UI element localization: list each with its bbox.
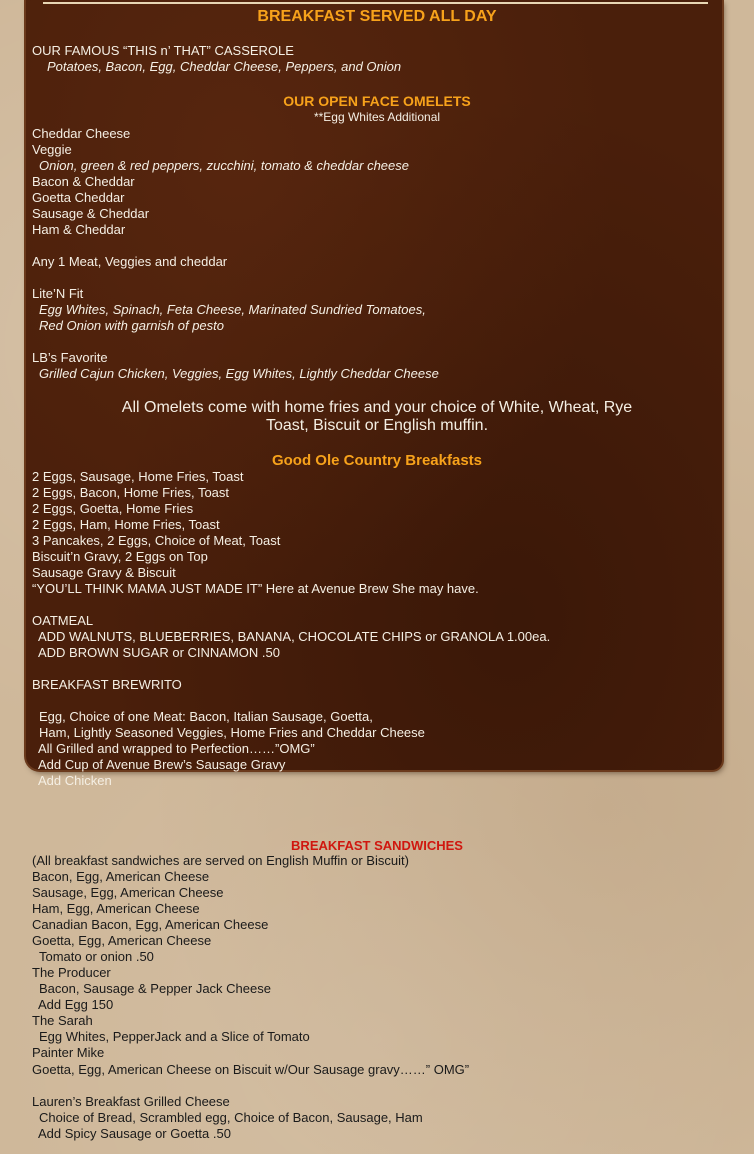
sandwich-item: Painter Mike (32, 1045, 105, 1060)
country-item: 2 Eggs, Bacon, Home Fries, Toast (32, 485, 230, 500)
country-item: Biscuit’n Gravy, 2 Eggs on Top (32, 549, 208, 564)
brewrito-line: Ham, Lightly Seasoned Veggies, Home Fries and Cheddar Cheese (39, 725, 425, 740)
omelet-item: Lite’N Fit (32, 286, 84, 301)
sandwich-addon: Add Spicy Sausage or Goetta .50 (38, 1126, 231, 1141)
sandwich-item: Sausage, Egg, American Cheese (32, 885, 224, 900)
sandwich-addon: Tomato or onion .50 (39, 949, 154, 964)
sandwich-item: Bacon, Egg, American Cheese (32, 869, 210, 884)
brewrito-title: BREAKFAST BREWRITO (32, 677, 182, 692)
omelet-footnote-line2: Toast, Biscuit or English muffin. (265, 417, 489, 434)
omelet-description: Grilled Cajun Chicken, Veggies, Egg Whites, Lightly Cheddar Cheese (39, 366, 439, 381)
omelet-item: LB’s Favorite (32, 350, 108, 365)
sandwich-description: Egg Whites, PepperJack and a Slice of Tomato (39, 1029, 310, 1044)
omelet-item: Bacon & Cheddar (32, 174, 135, 189)
omelet-description: Red Onion with garnish of pesto (39, 318, 224, 333)
divider (43, 2, 708, 4)
country-item: 3 Pancakes, 2 Eggs, Choice of Meat, Toast (32, 533, 281, 548)
omelet-item: Goetta Cheddar (32, 190, 125, 205)
brewrito-line: Egg, Choice of one Meat: Bacon, Italian Sausage, Goetta, (39, 709, 373, 724)
sandwiches-heading: BREAKFAST SANDWICHES (291, 838, 463, 853)
omelet-footnote-line1: All Omelets come with home fries and your choice of White, Wheat, Rye (121, 399, 633, 416)
egg-whites-note: **Egg Whites Additional (313, 110, 441, 124)
country-item: 2 Eggs, Ham, Home Fries, Toast (32, 517, 220, 532)
breakfast-all-day-heading: BREAKFAST SERVED ALL DAY (257, 8, 497, 25)
omelet-description: Egg Whites, Spinach, Feta Cheese, Marinated Sundried Tomatoes, (39, 302, 426, 317)
oatmeal-addon: ADD WALNUTS, BLUEBERRIES, BANANA, CHOCOLATE CHIPS or GRANOLA 1.00ea. (38, 629, 551, 644)
sandwich-addon: Add Egg 150 (38, 997, 114, 1012)
sandwich-item: Canadian Bacon, Egg, American Cheese (32, 917, 269, 932)
sandwich-note: (All breakfast sandwiches are served on English Muffin or Biscuit) (32, 853, 409, 868)
oatmeal-addon: ADD BROWN SUGAR or CINNAMON .50 (38, 645, 280, 660)
country-item: 2 Eggs, Sausage, Home Fries, Toast (32, 469, 244, 484)
sandwich-item: Lauren’s Breakfast Grilled Cheese (32, 1094, 230, 1109)
omelet-description: Onion, green & red peppers, zucchini, tomato & cheddar cheese (39, 158, 409, 173)
brewrito-line: Add Cup of Avenue Brew’s Sausage Gravy (38, 757, 286, 772)
country-item: 2 Eggs, Goetta, Home Fries (32, 501, 194, 516)
sandwich-description: Bacon, Sausage & Pepper Jack Cheese (39, 981, 271, 996)
sandwich-description: Choice of Bread, Scrambled egg, Choice of Bacon, Sausage, Ham (39, 1110, 423, 1125)
casserole-description: Potatoes, Bacon, Egg, Cheddar Cheese, Peppers, and Onion (47, 59, 402, 74)
sandwich-item: The Sarah (32, 1013, 93, 1028)
omelet-item: Cheddar Cheese (32, 126, 131, 141)
omelet-item: Sausage & Cheddar (32, 206, 150, 221)
brewrito-line: All Grilled and wrapped to Perfection……”OMG” (38, 741, 315, 756)
country-tagline: “YOU’LL THINK MAMA JUST MADE IT” Here at Avenue Brew She may have. (32, 581, 479, 596)
brewrito-line: Add Chicken (38, 773, 112, 788)
sandwich-item: Goetta, Egg, American Cheese (32, 933, 212, 948)
sandwich-description: Goetta, Egg, American Cheese on Biscuit w/Our Sausage gravy……” OMG” (32, 1062, 470, 1077)
country-breakfasts-heading: Good Ole Country Breakfasts (271, 452, 483, 469)
omelet-item: Veggie (32, 142, 72, 157)
sandwich-item: Ham, Egg, American Cheese (32, 901, 200, 916)
omelet-item: Any 1 Meat, Veggies and cheddar (32, 254, 228, 269)
sandwich-item: The Producer (32, 965, 111, 980)
omelet-item: Ham & Cheddar (32, 222, 126, 237)
omelets-heading: OUR OPEN FACE OMELETS (283, 93, 471, 109)
country-item: Sausage Gravy & Biscuit (32, 565, 176, 580)
casserole-name: OUR FAMOUS “THIS n’ THAT” CASSEROLE (32, 43, 294, 58)
oatmeal-title: OATMEAL (32, 613, 94, 628)
